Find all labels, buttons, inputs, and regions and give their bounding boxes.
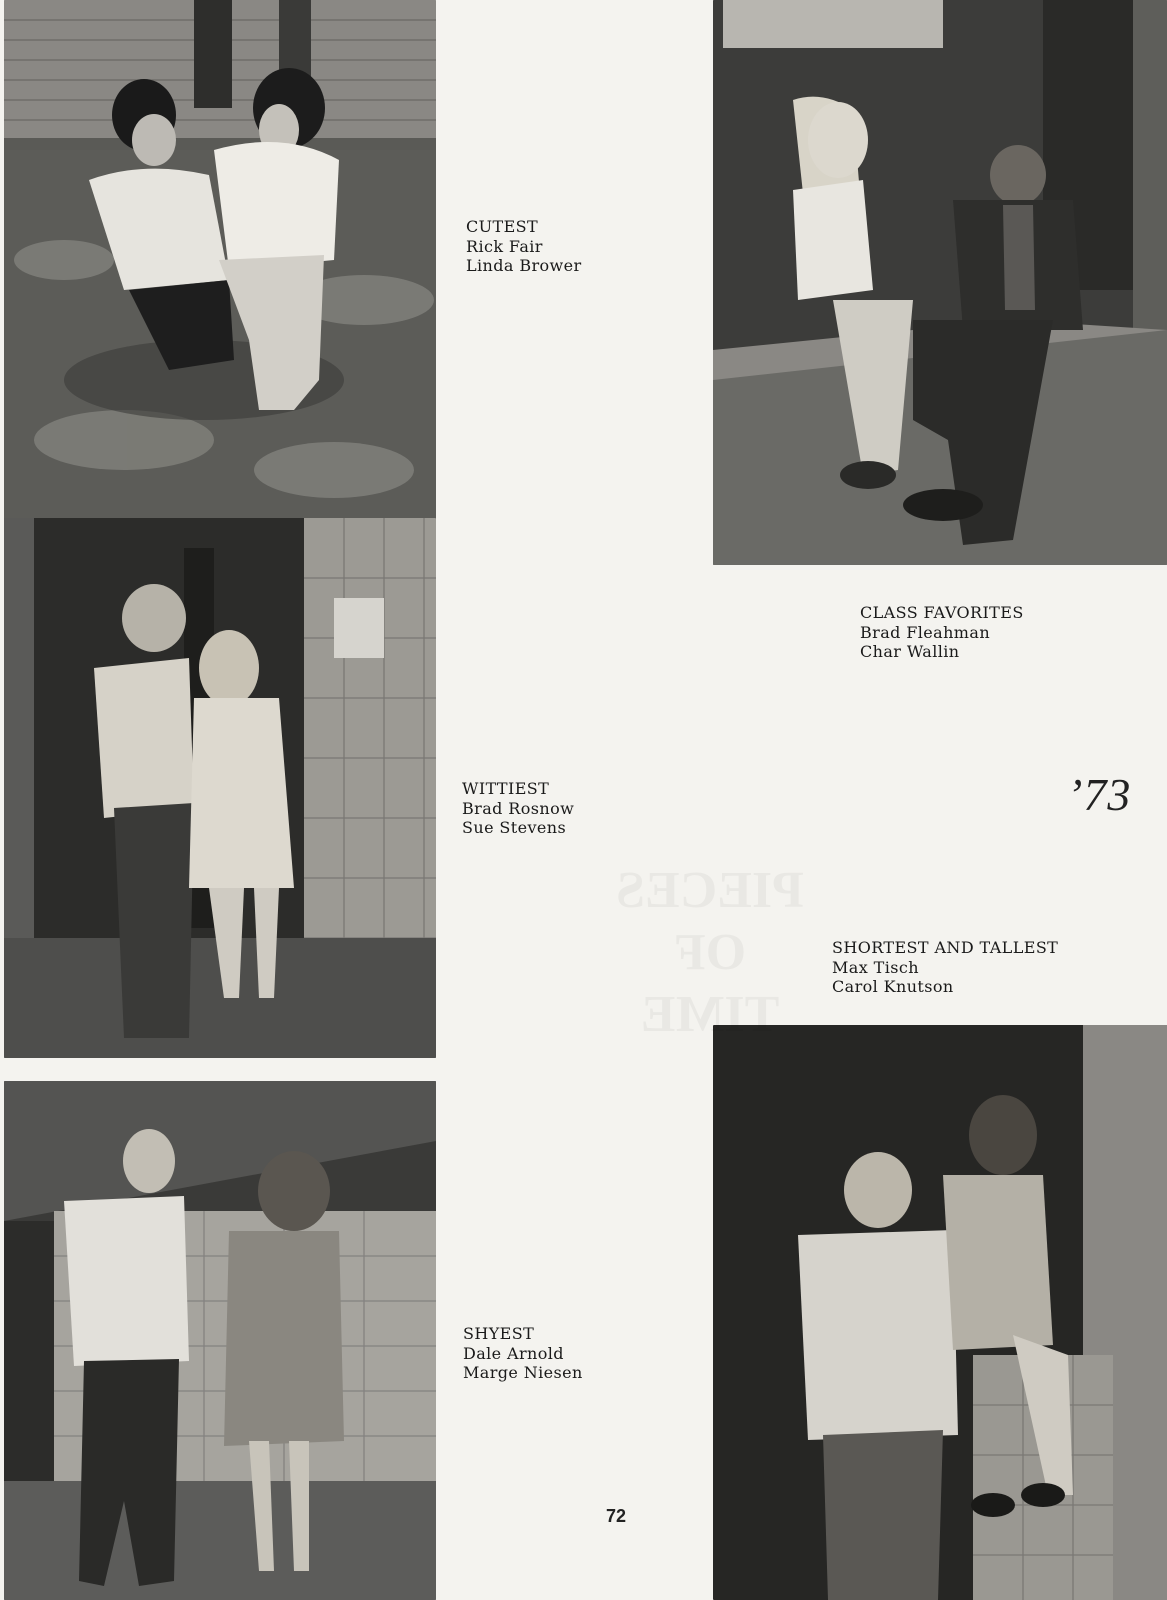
caption-wittiest	[462, 779, 574, 838]
caption-class-favorites	[860, 603, 1024, 662]
photo-wittiest	[4, 518, 436, 1058]
bleed-through-text	[610, 860, 810, 1046]
photo-shyest	[4, 1081, 436, 1600]
photo-shortest-tallest	[713, 1025, 1167, 1600]
caption-name: Carol Knutson	[832, 977, 954, 996]
year-mark: ’73	[1067, 769, 1132, 820]
caption-name: Brad Fleahman	[860, 622, 991, 642]
caption-name: Char Wallin	[860, 642, 960, 661]
caption-name: Dale Arnold	[463, 1343, 564, 1363]
caption-name: Sue Stevens	[462, 818, 567, 837]
caption-shyest	[463, 1324, 583, 1383]
caption-name: Brad Rosnow	[462, 798, 575, 818]
caption-shortest-tallest	[832, 938, 1058, 997]
caption-title: CUTEST	[466, 217, 539, 236]
page-number: 72	[606, 1506, 627, 1526]
caption-name: Marge Niesen	[463, 1363, 583, 1382]
caption-name: Max Tisch	[832, 957, 919, 977]
caption-name: Linda Brower	[466, 256, 582, 275]
caption-title: CLASS FAVORITES	[860, 603, 1024, 622]
caption-title: SHYEST	[463, 1324, 535, 1343]
caption-title: SHORTEST AND TALLEST	[832, 938, 1059, 957]
caption-cutest	[466, 217, 582, 276]
caption-title: WITTIEST	[462, 779, 550, 798]
photo-class-favorites	[713, 0, 1167, 565]
photo-cutest	[4, 0, 436, 520]
caption-name: Rick Fair	[466, 236, 543, 256]
